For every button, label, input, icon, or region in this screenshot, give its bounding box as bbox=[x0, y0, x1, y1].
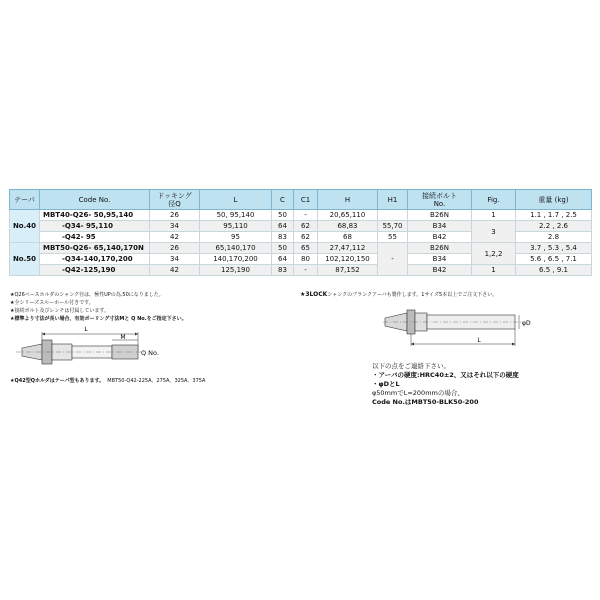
header-fig: Fig. bbox=[472, 190, 516, 210]
h1-no50-merged: - bbox=[378, 243, 408, 276]
table-row: -Q34-140,170,200 34 140,170,200 64 80 102,120,150 B34 5.6 , 6.5 , 7.1 bbox=[10, 254, 592, 265]
taper-no50: No.50 bbox=[10, 243, 40, 276]
q-no-label: Q No. bbox=[141, 349, 159, 357]
blank-arbor-note: ★3LOCKシャンクのブランクアーバも製作します。1サイズ5本以上でご注文下さい。 bbox=[300, 291, 498, 298]
contact-line: 以下の点をご連絡下さい。 bbox=[372, 362, 450, 370]
note-item: ★全シリーズスルーホール付きです。 bbox=[10, 300, 94, 306]
header-code: Code No. bbox=[40, 190, 150, 210]
contact-line: Code No.はMBT50-BLK50-200 bbox=[372, 398, 479, 406]
contact-info bbox=[372, 362, 519, 407]
table-row: -Q42-125,190 42 125,190 83 - 87,152 B42 1 6.5 , 9.1 bbox=[10, 265, 592, 276]
table-header-row bbox=[10, 190, 592, 210]
contact-line: ・φDとL bbox=[372, 380, 400, 388]
header-docking: ドッキング 径Q bbox=[150, 190, 200, 210]
header-h: H bbox=[318, 190, 378, 210]
header-l: L bbox=[200, 190, 272, 210]
contact-line: ・アーバの硬度:HRC40±2、又はそれ以下の硬度 bbox=[372, 371, 519, 379]
header-h1: H1 bbox=[378, 190, 408, 210]
note-q42: ★Q42型Qホルダはテーパ型もあります。 MBT50-Q42-225A、275A、325A、375A bbox=[10, 378, 206, 384]
fig-no50-merged: 1,2,2 bbox=[472, 243, 516, 265]
spec-table bbox=[9, 189, 592, 276]
table-row: -Q34- 95,110 34 95,110 64 62 68,83 55,70 B34 3 2.2 , 2.6 bbox=[10, 221, 592, 232]
table-row: -Q42- 95 42 95 83 62 68 55 B42 2.8 bbox=[10, 232, 592, 243]
fig-no40-merged: 3 bbox=[472, 221, 516, 243]
taper-no40: No.40 bbox=[10, 210, 40, 243]
header-bolt: 接続ボルト No. bbox=[408, 190, 472, 210]
note-item: ★標準より寸法が長い場合、有効ボーリング寸法Mと Q No.をご指定下さい。 bbox=[10, 316, 187, 322]
note-item: ★接続ボルト及びレンチは付属しています。 bbox=[10, 308, 109, 314]
header-weight: 重量 (kg) bbox=[516, 190, 592, 210]
notes-list bbox=[10, 291, 187, 323]
header-c1: C1 bbox=[294, 190, 318, 210]
q-holder-drawing bbox=[14, 322, 174, 372]
note-item: ★Q26ベースホルダのシャンク径は、極性UPの為,50になりました。 bbox=[10, 292, 164, 298]
dim-l-right-label: L bbox=[477, 337, 481, 344]
dim-l-label: L bbox=[84, 326, 88, 333]
dim-d-label: φD bbox=[522, 320, 531, 327]
contact-line: φ50mmでL=200mmの場合、 bbox=[372, 389, 464, 397]
header-taper: テーパ bbox=[10, 190, 40, 210]
blank-arbor-drawing bbox=[383, 300, 533, 352]
header-c: C bbox=[272, 190, 294, 210]
dim-m-label: M bbox=[120, 334, 126, 341]
table-row: No.50 MBT50-Q26- 65,140,170N 26 65,140,170 50 65 27,47,112 - B26N 1,2,2 3.7 , 5.3 , 5.4 bbox=[10, 243, 592, 254]
table-row: No.40 MBT40-Q26- 50,95,140 26 50, 95,140 50 - 20,65,110 B26N 1 1.1 , 1.7 , 2.5 bbox=[10, 210, 592, 221]
